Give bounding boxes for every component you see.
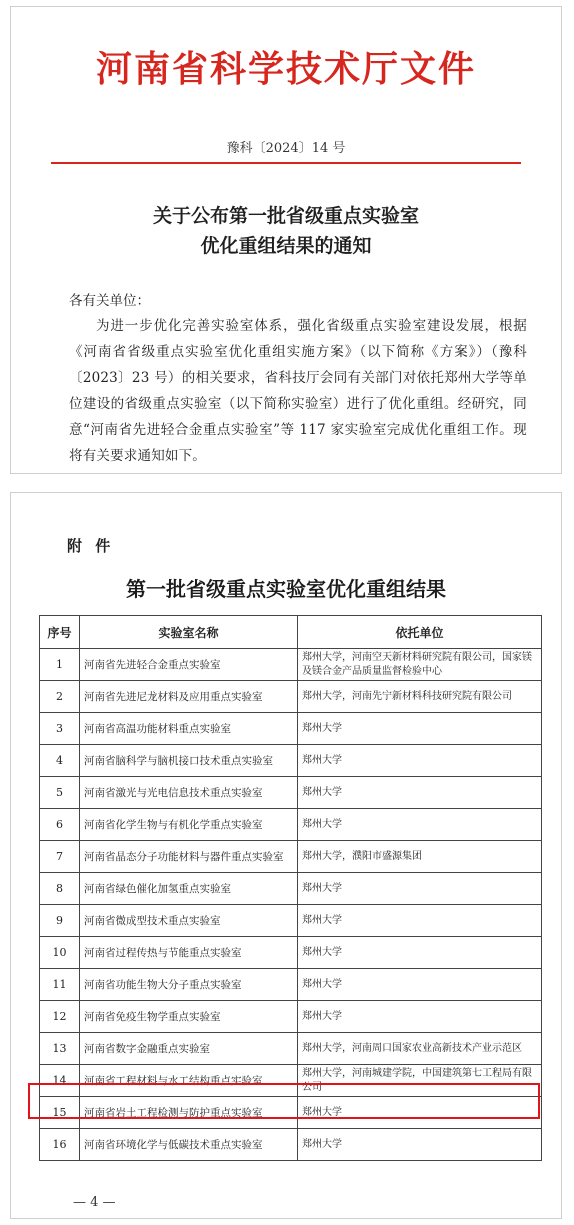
row-index: 5 xyxy=(40,777,80,809)
lab-name: 河南省先进尼龙材料及应用重点实验室 xyxy=(80,681,298,713)
row-index: 11 xyxy=(40,969,80,1001)
supporting-unit: 郑州大学 xyxy=(298,809,542,841)
row-index: 15 xyxy=(40,1097,80,1129)
table-header-row xyxy=(40,616,542,649)
supporting-unit: 郑州大学 xyxy=(298,969,542,1001)
supporting-unit: 郑州大学，河南空天新材料研究院有限公司，国家镁及镁合金产品质量监督检验中心 xyxy=(298,649,542,681)
table-row xyxy=(40,745,542,777)
document-header-title: 河南省科学技术厅文件 xyxy=(95,48,476,90)
supporting-unit: 郑州大学 xyxy=(298,777,542,809)
row-index: 4 xyxy=(40,745,80,777)
column-header-index: 序号 xyxy=(40,616,80,649)
row-index: 14 xyxy=(40,1065,80,1097)
lab-name: 河南省脑科学与脑机接口技术重点实验室 xyxy=(80,745,298,777)
notice-title-line-2: 优化重组结果的通知 xyxy=(200,235,372,257)
supporting-unit: 郑州大学 xyxy=(298,873,542,905)
supporting-unit: 郑州大学 xyxy=(298,745,542,777)
lab-name: 河南省高温功能材料重点实验室 xyxy=(80,713,298,745)
document-number: 豫科〔2024〕14 号 xyxy=(226,141,346,156)
lab-name: 河南省晶态分子功能材料与器件重点实验室 xyxy=(80,841,298,873)
row-14-highlight-box xyxy=(28,1083,540,1119)
results-table xyxy=(39,615,542,1161)
lab-name: 河南省过程传热与节能重点实验室 xyxy=(80,937,298,969)
lab-name: 河南省化学生物与有机化学重点实验室 xyxy=(80,809,298,841)
table-row xyxy=(40,1033,542,1065)
supporting-unit: 郑州大学，河南城建学院，中国建筑第七工程局有限公司 xyxy=(298,1065,542,1097)
notice-body-paragraph: 为进一步优化完善实验室体系，强化省级重点实验室建设发展，根据《河南省省级重点实验室优化重组实施方案》（以下简称《方案》）（豫科〔2023〕23 号）的相关要求，省科技厅会同有关部门对依托郑州大学等单位建设的省级重点实验室（以下简称实验室）进行了优化重组。经研究，同意“河南省先进轻合金重点实验室”等 117 家实验室完成优化重组工作。现将有关要求通知如下。 xyxy=(69,318,527,464)
row-index: 2 xyxy=(40,681,80,713)
lab-name: 河南省环境化学与低碳技术重点实验室 xyxy=(80,1129,298,1161)
supporting-unit: 郑州大学，河南先宁新材料科技研究院有限公司 xyxy=(298,681,542,713)
lab-name: 河南省绿色催化加氢重点实验室 xyxy=(80,873,298,905)
addressee: 各有关单位： xyxy=(69,293,150,309)
supporting-unit: 郑州大学 xyxy=(298,905,542,937)
row-index: 10 xyxy=(40,937,80,969)
row-index: 3 xyxy=(40,713,80,745)
table-row xyxy=(40,937,542,969)
table-row xyxy=(40,905,542,937)
row-index: 1 xyxy=(40,649,80,681)
column-header-supporting-unit: 依托单位 xyxy=(298,616,542,649)
table-row xyxy=(40,777,542,809)
table-row xyxy=(40,1001,542,1033)
lab-name: 河南省工程材料与水工结构重点实验室 xyxy=(80,1065,298,1097)
lab-name: 河南省岩土工程检测与防护重点实验室 xyxy=(80,1097,298,1129)
attachment-page xyxy=(10,492,562,1219)
table-row xyxy=(40,713,542,745)
lab-name: 河南省激光与光电信息技术重点实验室 xyxy=(80,777,298,809)
notice-page xyxy=(10,6,562,474)
column-header-lab-name: 实验室名称 xyxy=(80,616,298,649)
supporting-unit: 郑州大学 xyxy=(298,1097,542,1129)
table-row xyxy=(40,873,542,905)
supporting-unit: 郑州大学 xyxy=(298,1001,542,1033)
row-index: 16 xyxy=(40,1129,80,1161)
lab-name: 河南省免疫生物学重点实验室 xyxy=(80,1001,298,1033)
supporting-unit: 郑州大学 xyxy=(298,1129,542,1161)
table-row xyxy=(40,681,542,713)
red-divider-rule xyxy=(51,162,521,164)
row-index: 6 xyxy=(40,809,80,841)
lab-name: 河南省数字金融重点实验室 xyxy=(80,1033,298,1065)
table-title: 第一批省级重点实验室优化重组结果 xyxy=(126,577,446,601)
notice-title xyxy=(11,201,561,261)
notice-title-line-1: 关于公布第一批省级重点实验室 xyxy=(152,205,419,227)
lab-name: 河南省微成型技术重点实验室 xyxy=(80,905,298,937)
attachment-label: 附 件 xyxy=(67,537,115,555)
row-index: 7 xyxy=(40,841,80,873)
table-row xyxy=(40,1129,542,1161)
table-row xyxy=(40,969,542,1001)
table-row xyxy=(40,649,542,681)
lab-name: 河南省功能生物大分子重点实验室 xyxy=(80,969,298,1001)
row-index: 12 xyxy=(40,1001,80,1033)
supporting-unit: 郑州大学，河南周口国家农业高新技术产业示范区 xyxy=(298,1033,542,1065)
supporting-unit: 郑州大学，濮阳市盛源集团 xyxy=(298,841,542,873)
page-number: — 4 — xyxy=(73,1195,116,1210)
lab-name: 河南省先进轻合金重点实验室 xyxy=(80,649,298,681)
row-index: 9 xyxy=(40,905,80,937)
table-row xyxy=(40,841,542,873)
supporting-unit: 郑州大学 xyxy=(298,713,542,745)
row-index: 13 xyxy=(40,1033,80,1065)
supporting-unit: 郑州大学 xyxy=(298,937,542,969)
table-row xyxy=(40,809,542,841)
row-index: 8 xyxy=(40,873,80,905)
